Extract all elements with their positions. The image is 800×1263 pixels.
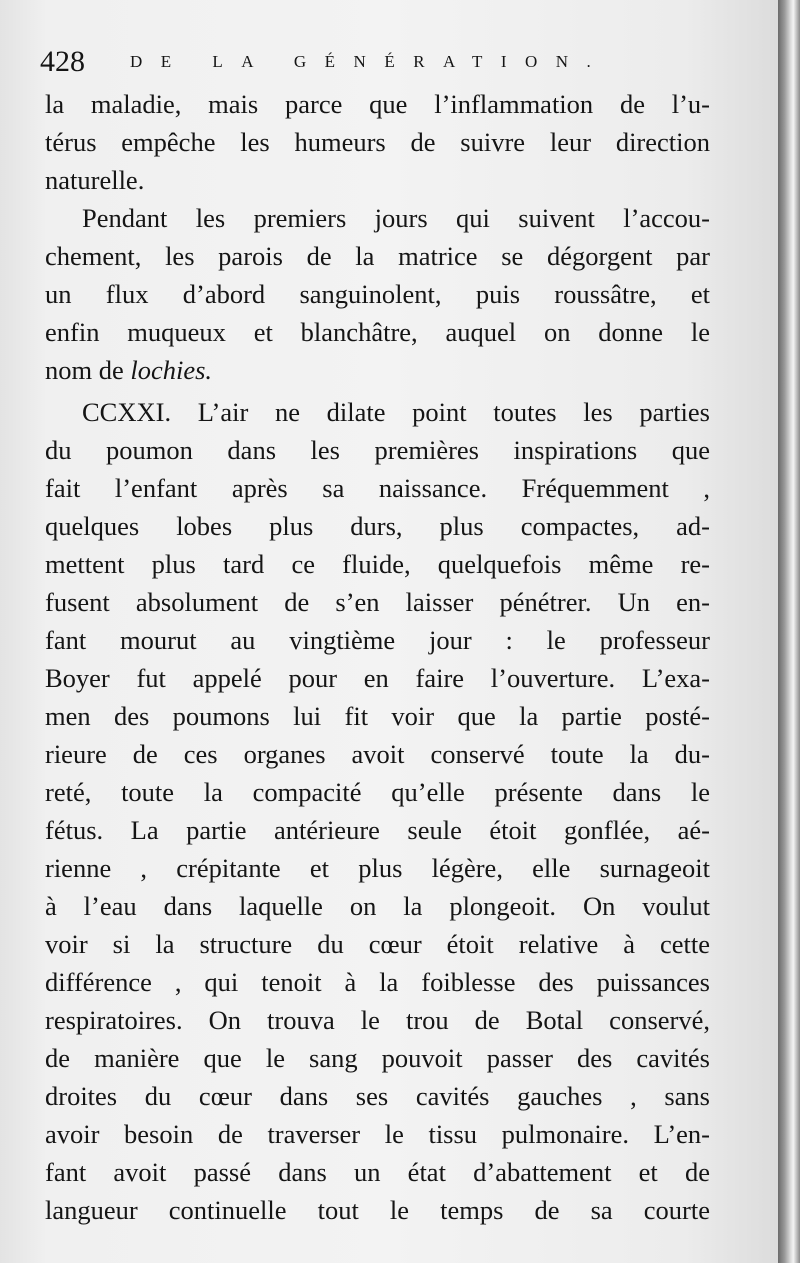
text-line: respiratoires. On trouva le trou de Botal conservé,	[45, 1005, 710, 1035]
text-line: rieure de ces organes avoit conservé toute la du-	[45, 739, 710, 769]
text-line: mettent plus tard ce fluide, quelquefois même re-	[45, 549, 710, 579]
text-line: la maladie, mais parce que l’inflammation de l’u-	[45, 89, 710, 119]
text-line: fant mourut au vingtième jour : le professeur	[45, 625, 710, 655]
text-line: térus empêche les humeurs de suivre leur direction	[45, 127, 710, 157]
text-line: droites du cœur dans ses cavités gauches , sans	[45, 1081, 710, 1111]
text-line: à l’eau dans laquelle on la plongeoit. On voulut	[45, 891, 710, 921]
text-line: fusent absolument de s’en laisser pénétrer. Un en-	[45, 587, 710, 617]
page-edge-shadow	[778, 0, 800, 1263]
running-title: DE LA GÉNÉRATION.	[130, 52, 610, 71]
text-line: rienne , crépitante et plus légère, elle surnageoit	[45, 853, 710, 883]
text-line: enfin muqueux et blanchâtre, auquel on donne le	[45, 317, 710, 347]
paragraph-first-line: Pendant les premiers jours qui suivent l’accou-	[82, 203, 710, 233]
italic-term: lochies.	[130, 355, 213, 385]
text-line: de manière que le sang pouvoit passer des cavités	[45, 1043, 710, 1073]
section-first-line: CCXXI. L’air ne dilate point toutes les parties	[82, 397, 710, 427]
text-line: fétus. La partie antérieure seule étoit gonflée, aé-	[45, 815, 710, 845]
text-line: fait l’enfant après sa naissance. Fréquemment ,	[45, 473, 710, 503]
text-line: un flux d’abord sanguinolent, puis roussâtre, et	[45, 279, 710, 309]
text-line: reté, toute la compacité qu’elle présente dans le	[45, 777, 710, 807]
text-line: langueur continuelle tout le temps de sa courte	[45, 1195, 710, 1225]
text-line: chement, les parois de la matrice se dégorgent par	[45, 241, 710, 271]
text-line: fant avoit passé dans un état d’abattement et de	[45, 1157, 710, 1187]
text-line: avoir besoin de traverser le tissu pulmonaire. L’en-	[45, 1119, 710, 1149]
text-line: naturelle.	[45, 165, 145, 195]
text-line: différence , qui tenoit à la foiblesse des puissances	[45, 967, 710, 997]
text-line: voir si la structure du cœur étoit relative à cette	[45, 929, 710, 959]
text-line: Boyer fut appelé pour en faire l’ouverture. L’exa-	[45, 663, 710, 693]
text-fragment: nom de	[45, 355, 124, 385]
page-number: 428	[40, 45, 85, 78]
text-line: du poumon dans les premières inspirations que	[45, 435, 710, 465]
text-line: men des poumons lui fit voir que la partie posté-	[45, 701, 710, 731]
running-head	[40, 42, 700, 82]
text-line	[45, 351, 710, 389]
text-line: quelques lobes plus durs, plus compactes, ad-	[45, 511, 710, 541]
